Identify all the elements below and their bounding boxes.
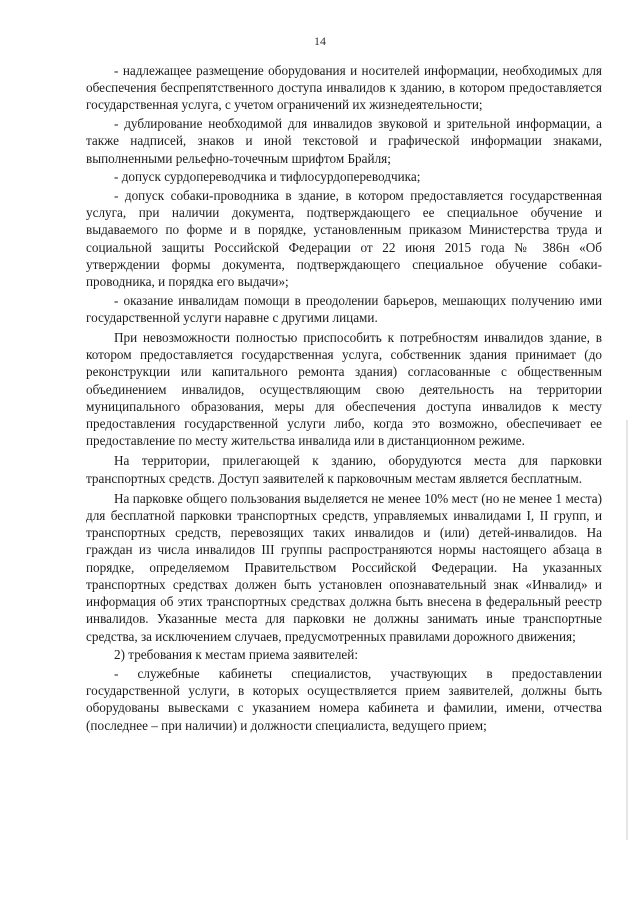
scan-edge-shadow (626, 420, 628, 840)
page-number: 14 (314, 34, 326, 48)
paragraph-reception-requirements: 2) требования к местам приема заявителей: (114, 647, 358, 663)
paragraph-duplication: - дублирование необходимой для инвалидов звуковой и зрительной информации, а также надписей, знаков и иной текстовой и графической информации знаками, выполненными рельефно-точечным шрифтом Брайля; (86, 116, 602, 166)
paragraph-parking-territory: На территории, прилегающей к зданию, оборудуются места для парковки транспортных средств. Доступ заявителей к парковочным местам является бесплатным. (86, 453, 602, 486)
paragraph-sign-interpreter: - допуск сурдопереводчика и тифлосурдопереводчика; (114, 169, 421, 185)
paragraph-guide-dog: - допуск собаки-проводника в здание, в котором предоставляется государственная услуга, при наличии документа, подтверждающего ее специальное обучение и выдаваемого по форме и в порядке, установленным приказом Министерства труда и социальной защиты Российской Федерации от 22 июня 2015 года № 386н «Об утверждении формы документа, подтверждающего специальное обучение собаки-проводника, и порядка его выдачи»; (86, 187, 602, 289)
paragraph-offices: - служебные кабинеты специалистов, участвующих в предоставлении государственной услуги, в которых осуществляется прием заявителей, должны быть оборудованы вывесками с указанием номера кабинета и фамилии, имени, отчества (последнее – при наличии) и должности специалиста, ведущего прием; (86, 665, 602, 733)
paragraph-placement: - надлежащее размещение оборудования и носителей информации, необходимых для обеспечения беспрепятственного доступа инвалидов к зданию, в котором предоставляется государственная услуга, с учетом ограничений их жизнедеятельности; (86, 63, 602, 113)
paragraph-building-adaptation: При невозможности полностью приспособить к потребностям инвалидов здание, в котором предоставляется государственная услуга, собственник здания принимает (до реконструкции или капитального ремонта здания) согласованные с общественным объединением инвалидов, осуществляющим свою деятельность на территории муниципального образования, меры для обеспечения доступа инвалидов к месту предоставления государственной услуги либо, когда это возможно, обеспечивает ее предоставление по месту жительства инвалида или в дистанционном режиме. (86, 330, 602, 449)
paragraph-public-parking: На парковке общего пользования выделяется не менее 10% мест (но не менее 1 места) для бесплатной парковки транспортных средств, управляемых инвалидами I, II групп, и транспортных средств, перевозящих таких инвалидов и (или) детей-инвалидов. На граждан из числа инвалидов III группы распространяются нормы настоящего абзаца в порядке, определяемом Правительством Российской Федерации. На указанных транспортных средствах должен быть установлен опознавательный знак «Инвалид» и информация об этих транспортных средствах должна быть внесена в федеральный реестр инвалидов. Указанные места для парковки не должны занимать иные транспортные средства, за исключением случаев, предусмотренных правилами дорожного движения; (86, 490, 602, 644)
paragraph-assistance: - оказание инвалидам помощи в преодолении барьеров, мешающих получению ими государственной услуги наравне с другими лицами. (86, 292, 602, 325)
page-body (86, 62, 602, 735)
